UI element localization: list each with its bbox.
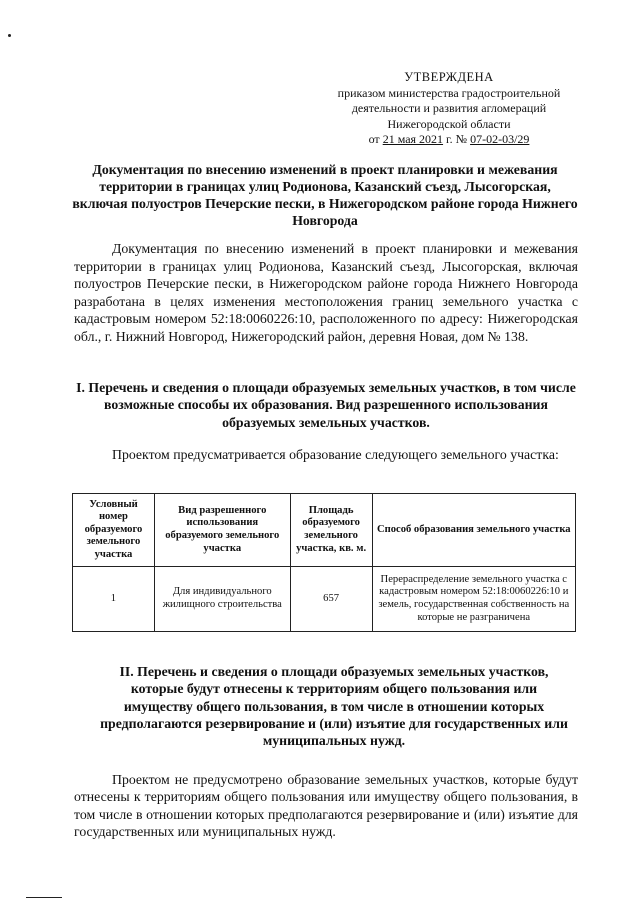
approval-number: 07-02-03/29 <box>470 132 530 146</box>
approval-date-line <box>318 132 580 148</box>
cell-area: 657 <box>290 567 372 632</box>
header-area: Площадь образуемого земельного участка, кв. м. <box>290 494 372 567</box>
approval-heading: УТВЕРЖДЕНА <box>404 70 494 84</box>
header-permitted-use: Вид разрешенного использования образуемого земельного участка <box>154 494 290 567</box>
approval-date: 21 мая 2021 <box>382 132 444 146</box>
approval-line: приказом министерства градостроительной <box>337 85 561 100</box>
approval-stamp <box>318 70 580 148</box>
section-1-title: I. Перечень и сведения о площади образуемых земельных участков, в том числе возможные способы их образования. Вид разрешенного использования образуемых земельных участков. <box>76 380 576 430</box>
approval-line: деятельности и развития агломераций <box>351 101 547 115</box>
approval-line: Нижегородской области <box>387 116 511 131</box>
intro-paragraph: Документация по внесению изменений в проект планировки и межевания территории в границах улиц Родионова, Казанский съезд, Лысогорская, включая полуостров Печерские пески, в Нижегородском районе города Нижнего Новгорода разработана в целях изменения местоположения границ земельного участка с кадастровым номером 52:18:0060226:10, расположенного по адресу: Нижегородская обл., г. Нижний Новгород, Нижегородский район, деревня Новая, дом № 138. <box>74 241 578 344</box>
header-formation-method: Способ образования земельного участка <box>372 494 575 567</box>
table-row <box>73 567 576 632</box>
section-2-title: II. Перечень и сведения о площади образуемых земельных участков, которые будут отнесены к территориям общего пользования или имуществу общего пользования, в том числе в отношении которых предполагаются резервирование и (или) изъятие для государственных или муниципальных нужд. <box>100 664 568 749</box>
cell-plot-number: 1 <box>73 567 155 632</box>
approval-date-prefix: от <box>368 132 383 146</box>
approval-number-prefix: г. № <box>443 132 471 146</box>
section-2-paragraph: Проектом не предусмотрено образование земельных участков, которые будут отнесены к территориям общего пользования или имуществу общего пользования, в том числе в отношении которых предполагаются резервирование и (или) изъятие для государственных или муниципальных нужд. <box>74 772 578 840</box>
cell-formation-method: Перераспределение земельного участка с кадастровым номером 52:18:0060226:10 и земель, государственная собственность на которые не разграничена <box>372 567 575 632</box>
table-header-row <box>73 494 576 567</box>
cell-permitted-use: Для индивидуального жилищного строительства <box>154 567 290 632</box>
scan-dot <box>8 34 11 37</box>
header-plot-number: Условный номер образуемого земельного участка <box>73 494 155 567</box>
footer-rule <box>26 897 62 898</box>
document-title: Документация по внесению изменений в проект планировки и межевания территории в границах улиц Родионова, Казанский съезд, Лысогорская, включая полуостров Печерские пески, в Нижегородском районе города Нижнего Новгорода <box>72 162 578 228</box>
section-1-paragraph: Проектом предусматривается образование следующего земельного участка: <box>112 447 559 462</box>
land-plots-table <box>72 493 576 632</box>
